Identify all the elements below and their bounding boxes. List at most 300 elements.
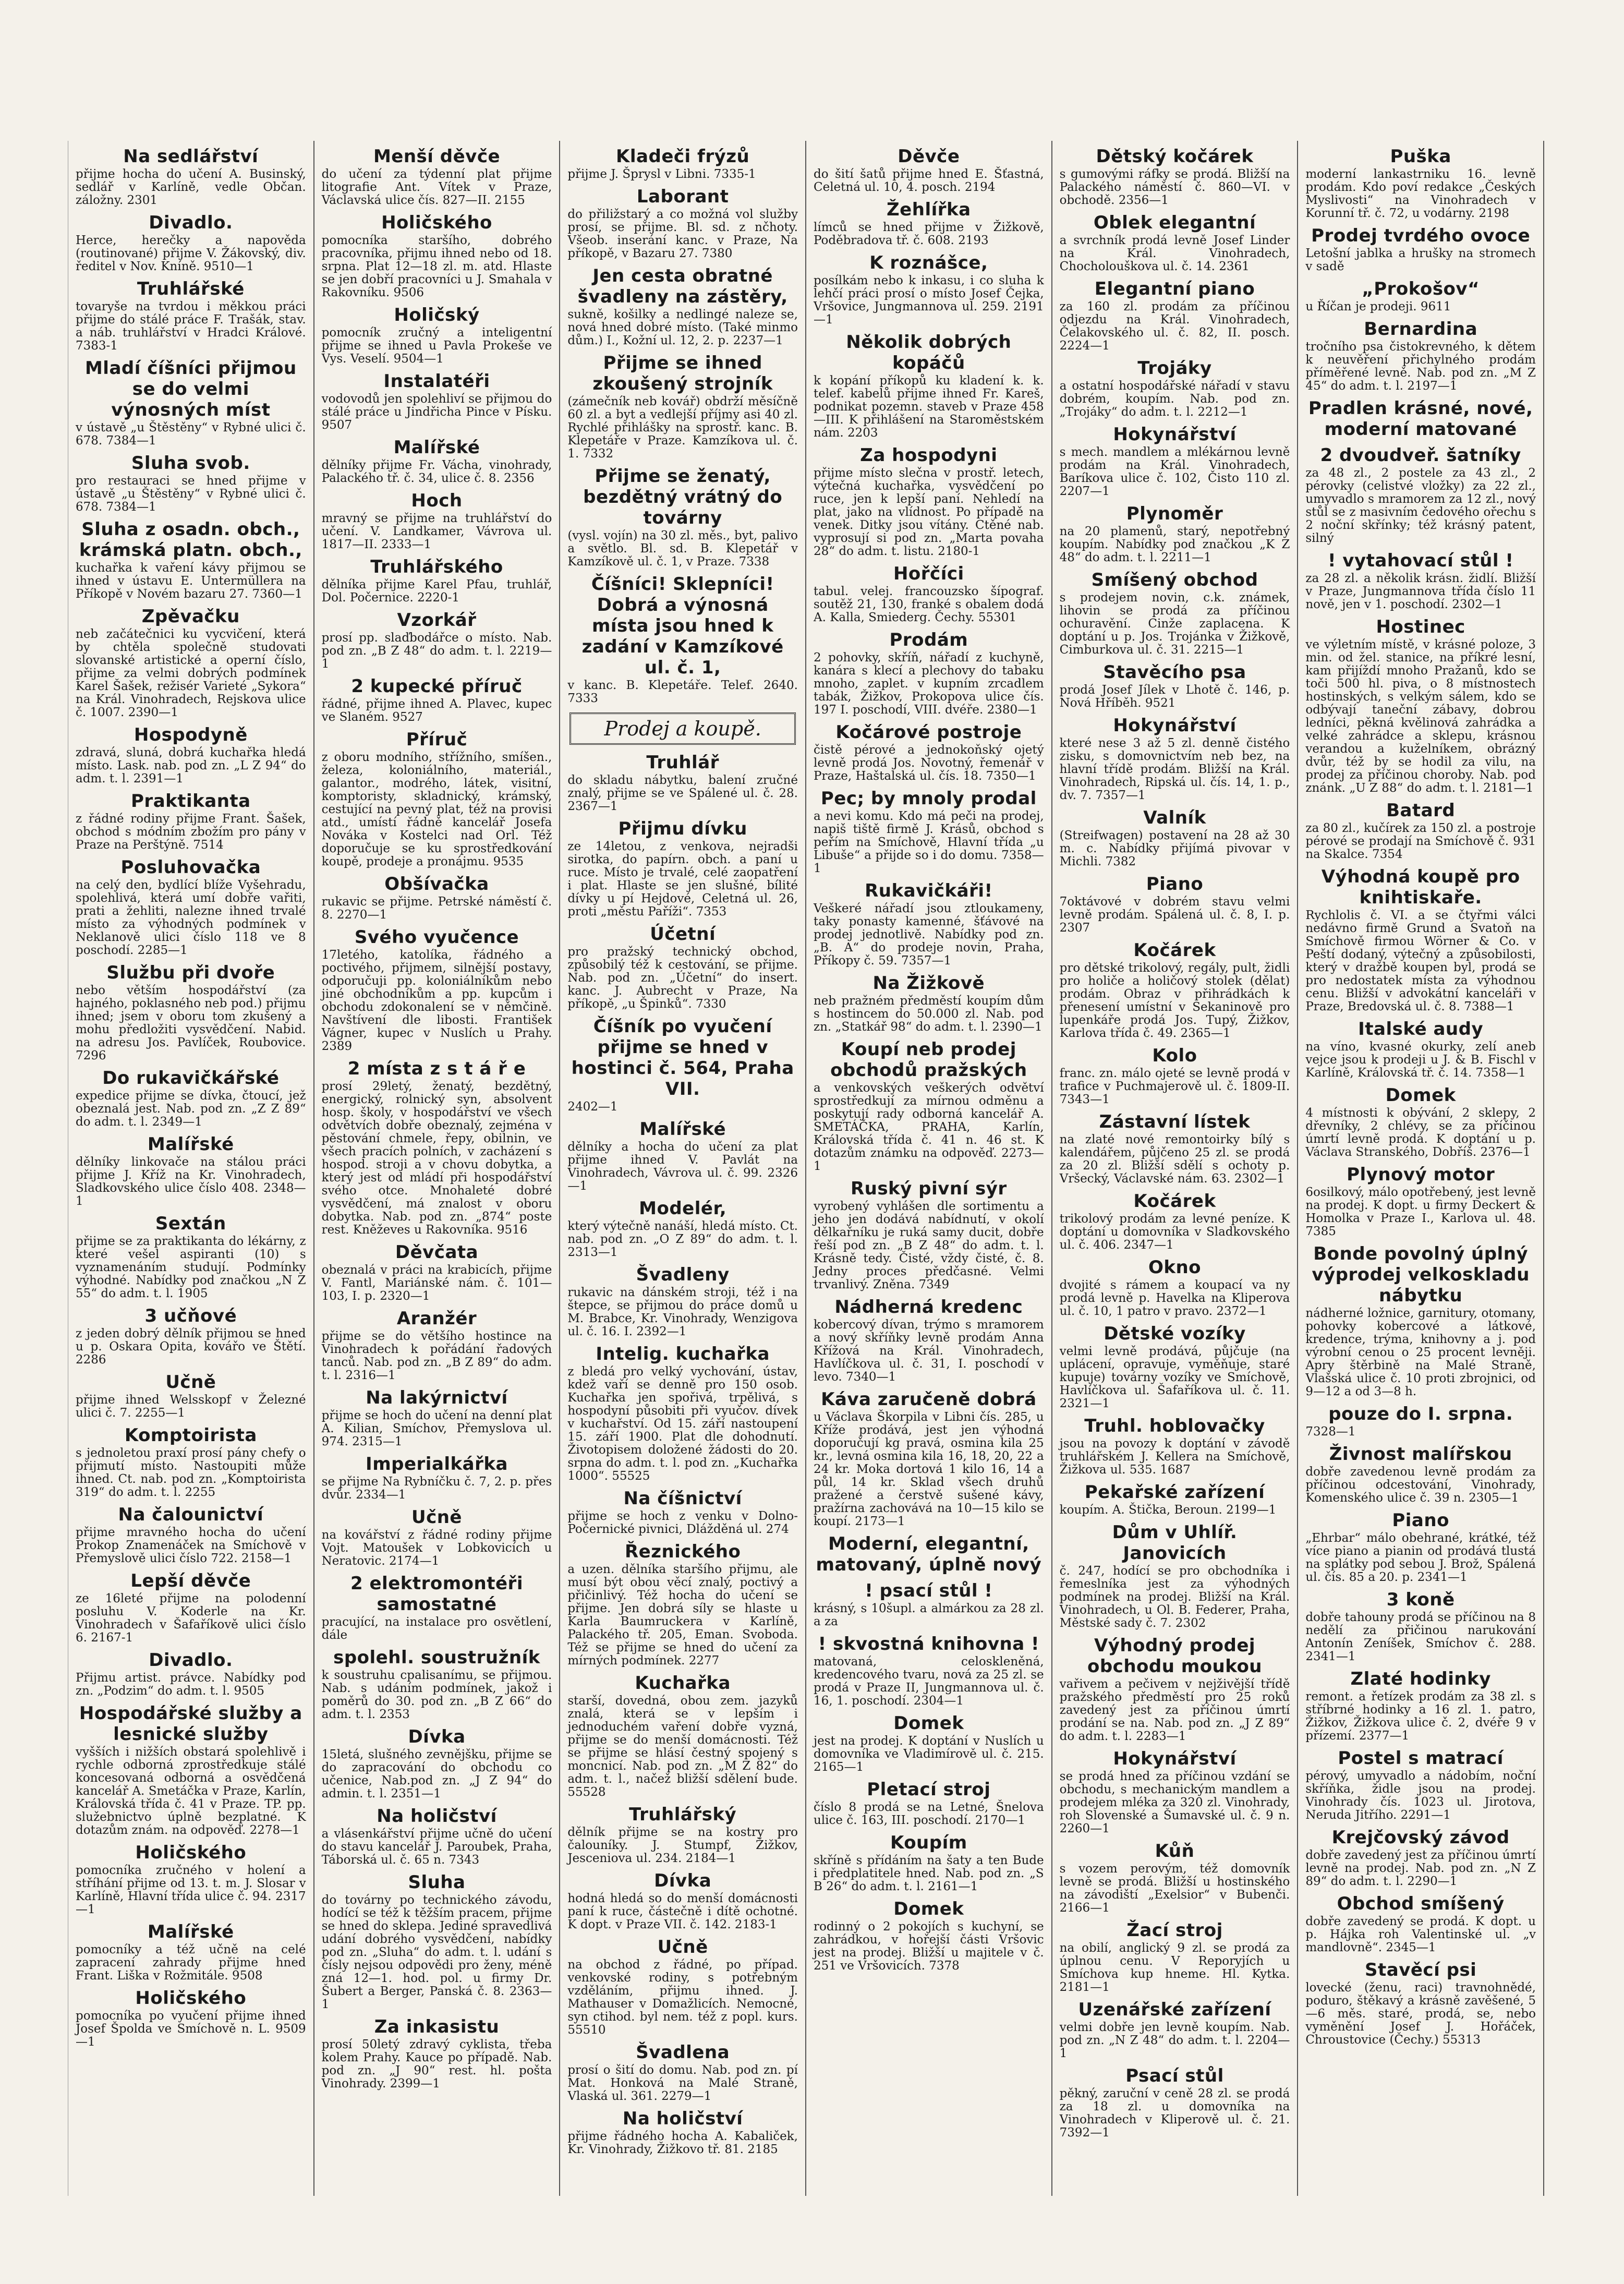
ad-body: lovecké (ženu, raci) travnohnědé, poduro, štěkavý a krásně zavěšené, 5—6 měs. staré, prodá, se, nebo vyměnění Josef J. Hořáček, Chroustovice (Čechy.) 55313 bbox=[1305, 1981, 1536, 2047]
ad-body: přijme se za praktikanta do lékárny, z které vešel aspiranti (10) s vyznamenáním studují. Podmínky výhodné. Nabídky pod značkou „N Z 55“ do adm. t. l. 1905 bbox=[76, 1235, 306, 1300]
classified-ad bbox=[814, 1297, 1044, 1384]
ad-heading: Zpěvačku bbox=[141, 606, 240, 627]
ad-body: dělníka přijme Karel Pfau, truhlář, Dol. Počernice. 2220-1 bbox=[321, 578, 552, 605]
ad-heading: Modelér, bbox=[639, 1198, 727, 1219]
ad-heading: Menší děvče bbox=[373, 146, 501, 167]
ad-heading: Holičského bbox=[135, 1988, 247, 2009]
ad-body: pro restauraci se hned přijme v ústavě „u Štěstěny“ v Rybné ulici č. 678. 7384—1 bbox=[76, 474, 306, 514]
ad-body: tabul. velej. francouzsko šípograf. soutěž 21, 130, franké s obalem dodá A. Kalla, Smiederg. Čechy. 55301 bbox=[813, 585, 1044, 624]
classified-ad bbox=[567, 1673, 798, 1799]
ad-heading: Trojáky bbox=[1137, 358, 1212, 379]
classified-ad bbox=[76, 1570, 306, 1645]
ad-heading: Kočárek bbox=[1133, 1191, 1216, 1212]
classified-ad bbox=[1060, 1111, 1290, 1186]
classified-ad bbox=[1060, 1416, 1290, 1477]
ad-body: se přijme Na Rybníčku č. 7, 2. p. přes dvůr. 2334—1 bbox=[321, 1475, 552, 1502]
classified-ad bbox=[322, 676, 552, 724]
ad-body: vařivem a pečivem v nejživější třídě pražského předměstí pro 25 roků zavedený jest za příčinou úmrtí prodání se na. Nab. pod zn. „J Z 89“ do adm. t. l. 2283—1 bbox=[1059, 1677, 1290, 1743]
ad-body: které nese 3 až 5 zl. denně čistého zisku, s domovnictvím neb bez, na hlavní třídě prodám. Bližší na Král. Vinohradech, Ripská ul. čís. 14, 1. p., dv. 7. 7357—1 bbox=[1059, 736, 1290, 802]
ad-heading: Divadlo. bbox=[149, 212, 233, 233]
classified-ad bbox=[814, 1832, 1044, 1893]
classified-ad bbox=[322, 1872, 552, 2011]
classified-ad bbox=[814, 146, 1044, 194]
ad-heading: Hospodářské služby a lesnické služby bbox=[79, 1703, 302, 1745]
ad-body: 7oktávové v dobrém stavu velmi levně prodám. Spálená ul. č. 8, I. p. 2307 bbox=[1059, 895, 1290, 935]
ad-heading: spolehl. soustružník bbox=[333, 1647, 540, 1668]
classified-ad bbox=[322, 490, 552, 551]
ad-heading: Prodej tvrdého ovoce bbox=[1311, 225, 1531, 246]
classified-ad bbox=[1305, 1085, 1536, 1159]
classified-ad bbox=[322, 1454, 552, 1502]
classified-ad bbox=[322, 1507, 552, 1568]
ad-heading: Divadlo. bbox=[149, 1650, 233, 1671]
classified-ad bbox=[567, 2108, 798, 2156]
ad-heading: Výhodný prodej obchodu moukou bbox=[1087, 1635, 1263, 1677]
ad-body: vodovodů jen spolehliví se přijmou do stálé práce u Jindřicha Pince v Písku. 9507 bbox=[321, 392, 552, 432]
ad-heading: Prodám bbox=[889, 630, 968, 650]
ad-heading: Kladeči frýzů bbox=[616, 146, 750, 167]
ad-body: pracující, na instalace pro osvětlení, dále bbox=[321, 1615, 552, 1642]
ad-heading: Živnost malířskou bbox=[1329, 1444, 1512, 1465]
ad-heading: Dům v Uhlíř. Janovicích bbox=[1112, 1522, 1238, 1564]
ad-heading: Rukavičkáři! bbox=[865, 880, 993, 901]
ad-body: prosí 29letý, ženatý, bezdětný, energický, rolnický syn, absolvent hosp. školy, v hospodářství ve všech odvětvích dobře obeznalý, zejména v pěstování chmele, řepy, obilnin, ve všech pracích polních, v zacházení s hospod. stroji a v chovu dobytka, a který jest od mládí při hospodářství svého otce. Mnohaleté dobré vysvědčení, má znalost v oboru dobytka. Nab. pod zn. „874“ poste rest. Kněževes u Rakovníka. 9516 bbox=[321, 1080, 552, 1237]
ad-body: tovaryše na tvrdou i měkkou práci přijme do stálé práce F. Trašák, stav. a náb. truhlářství v Hradci Králové. 7383-1 bbox=[76, 300, 306, 353]
ad-heading: Výhodná koupě pro knihtiskaře. bbox=[1321, 866, 1520, 908]
classified-ad bbox=[1060, 1045, 1290, 1106]
classified-ad bbox=[814, 1713, 1044, 1774]
ad-body: přijme ihned Welsskopf v Železné ulici č. 7. 2255—1 bbox=[76, 1393, 306, 1420]
ad-body: matovaná, celoskleněná, kredencového tvaru, nová za 25 zl. se prodá v Praze II, Jungmannova ul. č. 16, 1. poschodí. 2304—1 bbox=[813, 1655, 1044, 1708]
ad-heading: Za hospodyni bbox=[860, 445, 998, 466]
ad-body: Herce, herečky a napověda (routinované) přijme V. Žákovský, div. ředitel v Nov. Kníně. 9510—1 bbox=[76, 234, 306, 273]
ad-heading: Sluha svob. bbox=[131, 453, 250, 474]
ad-heading: Psací stůl bbox=[1125, 2065, 1224, 2086]
classified-ad bbox=[1060, 503, 1290, 564]
ad-body: do přiližstarý a co možná vol služby prosí, se přijme. Bl. sd. z nčhoty. Všeob. inserání kanc. v Praze, Na příkopě, v Bazaru 27. 7380 bbox=[567, 208, 798, 260]
ad-heading: Plynový motor bbox=[1347, 1164, 1495, 1185]
ad-heading: Praktikanta bbox=[131, 791, 251, 812]
ad-body: ve výletním místě, v krásné poloze, 3 min. od žel. stanice, na příkré lesní, kam přijíždí mnoho Pražanů, kdo se toči 500 hl. piva, o 8 místnostech hostinských, s velkým sálem, kdo se odbývají taneční zábavy, dobrou ledníci, pěkná kvělinová zahrádka a velké zahrádce a sklepu, krásnou verandou a kuželníkem, obrázný dvůr, též by se hodil za vilu, na prodej za příčinou choroby. Nab. pod znánk. „U Z 88“ do adm. t. l. 2181—1 bbox=[1305, 638, 1536, 795]
classified-ad bbox=[567, 1937, 798, 2037]
classified-ad bbox=[76, 857, 306, 957]
classified-ad bbox=[322, 1573, 552, 1642]
ad-body: „Ehrbar“ málo obehrané, krátké, též více piano a pianin od prodává tlustá na splátky pod sebou J. Brož, Spálená ul. čís. 85 a 20. p. 2341—1 bbox=[1305, 1531, 1536, 1584]
ad-heading: pouze do I. srpna. bbox=[1328, 1404, 1513, 1424]
ad-heading: Bernardina bbox=[1364, 319, 1478, 340]
ad-body: jest na prodej. K doptání v Nuslích u domovníka ve Vladimírově ul. č. 215. 2165—1 bbox=[813, 1734, 1044, 1774]
ad-heading: Stavěcí psi bbox=[1365, 1960, 1477, 1980]
ad-heading: Postel s matrací bbox=[1338, 1748, 1504, 1769]
ad-body: a uzen. dělníka staršího přijmu, ale musí být obou věcí znalý, poctivý a přičinlivý. Též hocha do učení se přijme. Jen dobrá síly se hlaste u Karla Baumruckera v Karlíně, Palackého tř. 205, Eman. Svoboda. Též se přijme se hned do učení za mírných podmínek. 2277 bbox=[567, 1563, 798, 1667]
ad-body: 2 pohovky, skříň, nářadí z kuchyně, kanára s klecí a plechovy do tabaku mnoho, zaplet. v kupním zrcadlem tabák, Žižkov, Prokopova ulice čís. 197 I. poschodí, VIII. dvéře. 2380—1 bbox=[813, 651, 1044, 717]
classified-ad bbox=[814, 973, 1044, 1034]
ad-body: dvojité s rámem a koupací va ny prodá levně p. Havelka na Kliperova ul. č. 10, 1 patro v pravo. 2372—1 bbox=[1059, 1278, 1290, 1318]
ad-heading: Děvče bbox=[898, 146, 960, 167]
column-4 bbox=[806, 141, 1052, 2196]
classified-ad bbox=[322, 610, 552, 671]
ad-heading: Holičský bbox=[394, 305, 480, 325]
classified-ad bbox=[567, 1344, 798, 1483]
ad-heading: Malířské bbox=[639, 1119, 726, 1140]
ad-body: prodá Josef Jílek v Lhotě č. 146, p. Nová Hříběh. 9521 bbox=[1059, 683, 1290, 710]
classified-ad bbox=[1305, 279, 1536, 313]
ad-heading: Vzorkář bbox=[397, 610, 477, 631]
classified-ad bbox=[1060, 1635, 1290, 1743]
ad-body: rodinný o 2 pokojích s kuchyní, se zahrádkou, v hořejší části Vršovic jest na prodej. Bližší u majitele v č. 251 ve Vršovicích. 7378 bbox=[813, 1920, 1044, 1973]
classified-ad bbox=[322, 557, 552, 605]
ad-heading: Pletací stroj bbox=[867, 1779, 991, 1800]
ad-heading: Káva zaručeně dobrá bbox=[821, 1389, 1037, 1410]
classified-ad bbox=[567, 1488, 798, 1536]
classified-ad bbox=[1305, 319, 1536, 393]
ad-body: u Říčan je prodeji. 9611 bbox=[1305, 300, 1451, 313]
ad-body: Rychlolis č. VI. a se čtyřmi válci nedávno firmě Grund a Svatoň na Smíchově firmou Wörner & Co. v Peští dodaný, výtečný a způsobilosti, který v dražbě koupen byl, prodá se pro nedostatek místa za výhodnou cenu. Bližší v advokátní kanceláři v Praze, Bredovská ul. č. 8. 7388—1 bbox=[1305, 909, 1536, 1013]
ad-body: pomocníka po vyučení přijme ihned Josef Špolda ve Smíchově n. L. 9509—1 bbox=[76, 2009, 306, 2049]
ad-body: kobercový dívan, trýmo s mramorem a nový skříňky levně prodám Anna Křížová na Král. Vinohradech, Havlíčkova ul. č. 31, I. poschodí v levo. 7340—1 bbox=[813, 1318, 1044, 1384]
ad-body: z oboru modního, střížního, smíšen., železa, koloniálního, materiál., galantor., modrého, látek, visitní, komptoristy, skladnický, krámský, cestující na pevný plat, též na provisi atd., umístí řádně kancelář Josefa Nováka v Kostelci nad Orl. Též doporučuje se ku sprostředkování koupě, prodeje a pronájmu. 9535 bbox=[321, 751, 552, 868]
ad-body: pomocníka zručného v holení a stříhání přijme od 13. t. m. J. Slosar v Karlíně, Hlavní třída ulice č. 94. 2317—1 bbox=[76, 1864, 306, 1916]
classified-ad bbox=[322, 2016, 552, 2090]
ad-heading: Na číšnictví bbox=[623, 1488, 742, 1509]
classified-ad bbox=[1060, 424, 1290, 498]
ad-heading: Plynoměr bbox=[1126, 503, 1223, 524]
ad-body: ze 14letou, z venkova, nejradši sirotka, do papírn. obch. a paní u ruce. Místo je trvalé, celé zaopatření i plat. Hlaste se jen slušné, bílité dívky u pí Hejdové, Celetná ul. 26, proti „městu Paříži“. 7353 bbox=[567, 840, 798, 919]
classified-ad bbox=[1305, 1164, 1536, 1238]
ad-body: Přijmu artist. právce. Nabídky pod zn. „Podzim“ do adm. t. l. 9505 bbox=[76, 1671, 306, 1698]
ad-heading: Smíšený obchod bbox=[1091, 570, 1258, 590]
ad-heading: Hořčíci bbox=[893, 563, 964, 584]
classified-ad bbox=[567, 1198, 798, 1259]
classified-ad bbox=[1060, 1748, 1290, 1835]
ad-heading: Dětské vozíky bbox=[1104, 1323, 1246, 1344]
ad-body: neb začátečnici ku vycvičení, která by chtěla společně studovati slovanské artistické a operní číslo, přijme za velmi dobrých podmínek Karel Šašek, režisér Varieté „Sykora“ na Král. Vinohradech, Rejskova ulice č. 1007. 2390—1 bbox=[76, 627, 306, 719]
ad-heading: Zástavní lístek bbox=[1099, 1111, 1251, 1132]
ad-body: prosí o šití do domu. Nab. pod zn. pí Mat. Honková na Malé Straně, Vlaská ul. 361. 2279—1 bbox=[567, 2063, 798, 2103]
classified-ad bbox=[322, 305, 552, 366]
ad-heading: Číšník po vyučení přijme se hned v hostinci č. 564, Praha VII. bbox=[571, 1016, 794, 1099]
section-header-box: Prodej a koupě. bbox=[569, 712, 796, 745]
ad-body: pomocníky a též učně na celé zapracení zahrady přijme hned Frant. Liška v Rožmitále. 9508 bbox=[76, 1943, 306, 1983]
ad-heading: Holičského bbox=[381, 212, 492, 233]
classified-ad bbox=[567, 574, 798, 705]
classified-ad bbox=[1305, 1893, 1536, 1954]
classified-ad bbox=[814, 1039, 1044, 1173]
ad-heading: Okno bbox=[1148, 1257, 1202, 1278]
classified-ad bbox=[76, 1988, 306, 2049]
ad-heading: Dívka bbox=[654, 1870, 712, 1891]
ad-heading: Kočárové postroje bbox=[835, 722, 1022, 743]
ad-body: 17letého, katolíka, řádného a poctivého, přijmem, silnější postavy, odporučuji pp. koloniálníkům nebo jiné obchodníkům a pp. kupcům i obchodu zdokonalení se v němčině. Navštívení dle libosti. František Vágner, kupec v Nuslích u Prahy. 2389 bbox=[321, 948, 552, 1053]
ad-heading: Puška bbox=[1390, 146, 1451, 167]
classified-ad bbox=[814, 1178, 1044, 1291]
column-1 bbox=[68, 141, 314, 2196]
ad-body: s vozem perovým, též domovník levně se prodá. Bližší u hostinského na závodiští „Exelsior“ v Bubenči. 2166—1 bbox=[1059, 1862, 1290, 1915]
ad-heading: Učně bbox=[165, 1372, 216, 1393]
ad-heading: Domek bbox=[893, 1899, 964, 1919]
ad-heading: 3 koně bbox=[1386, 1589, 1455, 1610]
ad-heading: Posluhovačka bbox=[120, 857, 261, 878]
classified-ad bbox=[814, 722, 1044, 783]
classified-ad bbox=[1305, 1404, 1536, 1439]
ad-body: a venkovských veškerých odvětví sprostředkují za mírnou odměnu a poskytují rady odborná kancelář A. SMETÁČKA, PRAHA, Karlín, Královská třída č. 41 n. 46 st. K dotazům známku na odpověď. 2273—1 bbox=[813, 1081, 1044, 1173]
ad-body: s mech. mandlem a mlékárnou levně prodám na Král. Vinohradech, Baríkova ulice č. 102, Čisto 110 zl. 2207—1 bbox=[1059, 445, 1290, 498]
ad-heading: Zlaté hodinky bbox=[1350, 1669, 1491, 1689]
ad-body: s gumovými ráfky se prodá. Bližší na Palackého náměstí č. 860—VI. v obchodě. 2356—1 bbox=[1059, 167, 1290, 207]
classified-ad bbox=[567, 1119, 798, 1193]
ad-body: krásný, s 10šupl. a almárkou za 28 zl. a za bbox=[813, 1602, 1044, 1628]
classified-ad bbox=[76, 1372, 306, 1420]
classified-ad bbox=[1060, 358, 1290, 419]
classified-ad bbox=[814, 1899, 1044, 1973]
classified-ad bbox=[1060, 1257, 1290, 1318]
classified-ad bbox=[567, 353, 798, 461]
ad-heading: Uzenářské zařízení bbox=[1078, 1999, 1271, 2020]
classified-ad bbox=[567, 1541, 798, 1667]
ad-heading: Pec; by mnoly prodal bbox=[820, 788, 1037, 809]
classified-ad bbox=[814, 880, 1044, 968]
ad-heading: 2 místa z s t á ř e bbox=[347, 1058, 526, 1079]
ad-body: prosí pp. slaďbodářce o místo. Nab. pod zn. „B Z 48“ do adm. t. l. 2219—1 bbox=[321, 631, 552, 671]
ad-heading: Koupí neb prodej obchodů pražských bbox=[830, 1039, 1027, 1081]
ad-body: který výtečně nanáší, hledá místo. Ct. nab. pod zn. „O Z 89“ do adm. t. l. 2313—1 bbox=[567, 1219, 798, 1259]
classified-ad bbox=[322, 1806, 552, 1867]
ad-body: velmi levně prodává, půjčuje (na uplácení, opravuje, vyměňuje, staré kupuje) továrny vozíky ve Smíchově, Havlíčkova ul. Šafaříkova ul. č. 11. 2321—1 bbox=[1059, 1345, 1290, 1410]
ad-body: za 28 zl. a několik krásn. židlí. Bližší v Praze, Jungmannova třída číslo 11 nově, jen v 1. poschodí. 2302—1 bbox=[1305, 572, 1536, 611]
classified-ad bbox=[1060, 715, 1290, 802]
ad-body: skříně s přídáním na šaty a ten Bude i předplatitele hned. Nab. pod zn. „S B 26“ do adm. t. l. 2161—1 bbox=[813, 1854, 1044, 1893]
classified-ad bbox=[1060, 662, 1290, 710]
ad-body: pomocníka staršího, dobrého pracovníka, přijmu ihned nebo od 18. srpna. Plat 12—18 zl. m. atd. Hlaste se jen dobří pracovníci u J. Smahala v Rakovníku. 9506 bbox=[321, 234, 552, 299]
classified-ad bbox=[567, 1870, 798, 1931]
classified-ad bbox=[322, 1726, 552, 1800]
classified-ad bbox=[1305, 866, 1536, 1013]
ad-heading: Za inkasistu bbox=[374, 2016, 500, 2037]
ad-body: (Streifwagen) postavení na 28 až 30 m. c. Nabídky přijímá pivovar v Michli. 7382 bbox=[1059, 829, 1290, 868]
classified-ad bbox=[76, 1306, 306, 1367]
classified-ad bbox=[322, 729, 552, 868]
classified-ad bbox=[322, 874, 552, 922]
ad-body: do továrny po technického závodu, hodící se též k těžším pracem, přijme se hned do sklepa. Jediné spravedlivá udání dobrého vysvědčení, nabídky pod zn. „Sluha“ do adm. t. l. udání s čísly nejsou odpovědi pro ženy, méně zná 12—1. hod. pol. u firmy Dr. Šubert a Berger, Panská č. 8. 2363—1 bbox=[321, 1893, 552, 2011]
ad-heading: Děvčata bbox=[395, 1242, 479, 1263]
ad-heading: Žehlířka bbox=[887, 199, 971, 220]
ad-body: ze 16leté přijme na polodenní posluhu V. Koderle na Kr. Vinohradech v Šafaříkově ulici číslo 6. 2167-1 bbox=[76, 1592, 306, 1645]
classified-page bbox=[68, 141, 1544, 2196]
classified-ad bbox=[814, 1634, 1044, 1708]
classified-ad bbox=[814, 1389, 1044, 1528]
classified-ad bbox=[76, 1068, 306, 1129]
classified-ad bbox=[1305, 1669, 1536, 1743]
ad-heading: Sluha bbox=[408, 1872, 466, 1893]
classified-ad bbox=[567, 1016, 798, 1114]
ad-body: trikolový prodám za levné peníze. K doptání u domovníka v Sladkovského ul. č. 406. 2347—1 bbox=[1059, 1212, 1290, 1252]
ad-body: dobře zavedený jest za příčinou úmrtí levně na prodej. Nab. pod zn. „N Z 89“ do adm. t. l. 2290—1 bbox=[1305, 1848, 1536, 1888]
classified-ad bbox=[814, 1580, 1044, 1628]
ad-body: moderní lankastrniku 16. levně prodám. Kdo poví redakce „Českých Myslivosti“ na Vinohradech v Korunní tř. č. 72, u vodárny. 2198 bbox=[1305, 167, 1536, 220]
classified-ad bbox=[76, 146, 306, 207]
ad-heading: „Prokošov“ bbox=[1362, 279, 1480, 299]
column-2 bbox=[314, 141, 561, 2196]
ad-body: 15letá, slušného zevnějšku, přijme se do zapracování do obchodu co učenice, Nab.pod zn. „J Z 94“ do admin. t. l. 2351—1 bbox=[321, 1748, 552, 1800]
ad-body: límců se hned přijme v Žižkově, Poděbradova tř. č. 608. 2193 bbox=[813, 221, 1044, 247]
ad-body: vyšších i nižších obstará spolehlivě i rychle odborná zprostředkuje stálé koncesovaná odborná a osvědčená kancelář A. Smetáčka v Praze, Karlín, Královská třída č. 41 v Praze. TP. pp. služebnictvo úplně bezplatné. K dotazům znám. na odpověď. 2278—1 bbox=[76, 1745, 306, 1837]
ad-body: přijme mravného hocha do učení Prokop Znamenáček na Smíchově v Přemyslově ulici číslo 722. 2158—1 bbox=[76, 1526, 306, 1565]
ad-heading: Několik dobrých kopáčů bbox=[846, 332, 1012, 373]
ad-body: za 48 zl., 2 postele za 43 zl., 2 pérovky (celistvé vložky) za 22 zl., umyvadlo s mramorem za 12 zl., nový stůl se z masivním čedového ořechu s 2 noční skřínky; též krásný patent, silný bbox=[1305, 466, 1536, 545]
ad-heading: Na holičství bbox=[622, 2108, 743, 2129]
ad-body: Veškeré nářadí jsou ztloukameny, taky ponasty kamenné, šťávové na prodej jednotlivě. Nabídky pod zn. „B. A“ do prodeje novin, Praha, Příkopy č. 59. 7357—1 bbox=[813, 902, 1044, 968]
classified-ad bbox=[1060, 1841, 1290, 1915]
classified-ad bbox=[76, 791, 306, 852]
ad-body: prosí 50letý zdravý cyklista, třeba kolem Prahy. Kauce po případě. Nab. pod zn. „J 90“ rest. hl. pošta Vinohrady. 2399—1 bbox=[321, 2038, 552, 2090]
ad-heading: Kuchařka bbox=[635, 1673, 731, 1694]
ad-heading: Elegantní piano bbox=[1094, 279, 1255, 299]
ad-body: velmi dobře jen levně koupím. Nab. pod zn. „N Z 48“ do adm. t. l. 2204—1 bbox=[1059, 2021, 1290, 2060]
ad-body: 7328—1 bbox=[1305, 1425, 1356, 1439]
ad-body: k kopání příkopů ku kladení k. k. telef. kabelů přijme ihned Fr. Kareš, podnikat pozemn. staveb v Praze 458—III. K přihlášení na Staroměstském nám. 2203 bbox=[813, 374, 1044, 440]
ad-heading: Švadlena bbox=[636, 2042, 730, 2063]
ad-heading: Laborant bbox=[636, 186, 729, 207]
ad-heading: Přijmu dívku bbox=[618, 818, 747, 839]
ad-body: Letošní jablka a hrušky na stromech v sadě bbox=[1305, 247, 1536, 273]
classified-ad bbox=[1305, 1510, 1536, 1584]
ad-heading: Hokynářství bbox=[1113, 715, 1237, 736]
ad-heading: Dívka bbox=[408, 1726, 466, 1747]
ad-body: pomocník zručný a inteligentní přijme se ihned u Pavla Prokeše ve Vys. Veselí. 9504—1 bbox=[321, 326, 552, 366]
ad-heading: Jen cesta obratné švadleny na zástěry, bbox=[577, 265, 788, 307]
classified-ad bbox=[1305, 1960, 1536, 2047]
ad-body: za 160 zl. prodám za příčinou odjezdu na Král. Vinohradech, Čelakovského ul. č. 82, II. posch. 2224—1 bbox=[1059, 300, 1290, 353]
ad-body: k soustruhu cpalisanímu, se přijmou. Nab. s udáním podmínek, jakož i poměrů do 30. pod zn. „B Z 66“ do adm. t. l. 2353 bbox=[321, 1669, 552, 1721]
classified-ad bbox=[1305, 800, 1536, 861]
ad-body: remont. a řetízek prodám za 38 zl. s stříbrné hodinky a 16 zl. 1. patro, Žižkov, Žižkova ulice č. 2, dvéře 9 v přízemí. 2377—1 bbox=[1305, 1690, 1536, 1743]
ad-heading: Příruč bbox=[406, 729, 468, 750]
classified-ad bbox=[322, 437, 552, 485]
ad-heading: Na Žižkově bbox=[872, 973, 985, 994]
ad-heading: ! skvostná knihovna ! bbox=[818, 1634, 1040, 1654]
ad-heading: Učně bbox=[411, 1507, 462, 1528]
ad-heading: Přijme se ženatý, bezdětný vrátný do továrny bbox=[583, 466, 783, 528]
ad-body: s prodejem novin, c.k. známek, lihovin se prodá za příčinou ochuravění. Cinže zaplacena. K doptání u p. Jos. Trojánka v Žižkově, Cimburkova ul. č. 31. 2215—1 bbox=[1059, 591, 1290, 657]
classified-ad bbox=[322, 1647, 552, 1721]
ad-heading: Intelig. kuchařka bbox=[596, 1344, 770, 1364]
classified-ad bbox=[76, 1425, 306, 1499]
ad-heading: 2 kupecké příruč bbox=[351, 676, 523, 697]
ad-body: na obchod z řádné, po případ. venkovské rodiny, s potřebným vzděláním, přijmu ihned. J. Mathauser v Domažlicích. Nemocné, syn ctihod. byl nem. též z popl. kurs. 55510 bbox=[567, 1958, 798, 2037]
ad-body: na víno, kvasné okurky, zelí aneb vejce jsou k prodeji u J. & B. Fischl v Karlíně, Královská tř. č. 14. 7358—1 bbox=[1305, 1040, 1536, 1080]
ad-body: na celý den, bydlící blíže Vyšehradu, spolehlivá, která umí dobře vařiti, prati a žehliti, nalezne ihned trvalé místo za výhodných podmínek v Neklanově ulici číslo 118 ve 8 poschodí. 2285—1 bbox=[76, 878, 306, 957]
classified-ad bbox=[814, 1533, 1044, 1575]
classified-ad bbox=[814, 630, 1044, 717]
classified-ad bbox=[567, 1264, 798, 1338]
ad-body: přijme J. Šprysl v Libni. 7335-1 bbox=[567, 167, 756, 181]
ad-body: za 80 zl., kučírek za 150 zl. a postroje pérové se prodají na Smíchově č. 931 na Skalce. 7354 bbox=[1305, 821, 1536, 861]
ad-heading: Aranžér bbox=[396, 1308, 477, 1329]
ad-body: a vlásenkářství přijme učně do učení do stavu kancelář J. Paroubek, Praha, Táborská ul. č. 65 n. 7343 bbox=[321, 1827, 552, 1867]
ad-body: pěkný, zaruční v ceně 28 zl. se prodá za 18 zl. u domovníka na Vinohradech v Kliperově ul. č. 21. 7392—1 bbox=[1059, 2087, 1290, 2140]
ad-heading: Domek bbox=[1385, 1085, 1456, 1106]
ad-body: sukně, košilky a nedlingé naleze se, nová hned dobré místo. (Také minmo dům.) I., Kožní ul. 12, 2. p. 2237—1 bbox=[567, 308, 798, 347]
classified-ad bbox=[1305, 1748, 1536, 1822]
classified-ad bbox=[76, 1703, 306, 1837]
ad-heading: Svého vyučence bbox=[354, 927, 519, 948]
ad-heading: Do rukavičkářské bbox=[102, 1068, 280, 1089]
classified-ad bbox=[1060, 1482, 1290, 1517]
ad-body: přijme se hoch z venku v Dolno-Počernické pivnici, Dlážděná ul. 274 bbox=[567, 1509, 798, 1536]
classified-ad bbox=[567, 752, 798, 813]
classified-ad bbox=[76, 1922, 306, 1983]
classified-ad bbox=[76, 453, 306, 514]
ad-heading: Truhlářský bbox=[629, 1804, 737, 1825]
ad-body: s jednoletou praxí prosí pány chefy o přijmutí místo. Nastoupiti může ihned. Ct. nab. pod zn. „Komptoirista 319“ do adm. t. l. 2255 bbox=[76, 1446, 306, 1499]
ad-body: tročního psa čistokrevného, k dětem k neuvěření přichylného prodám příměřené levně. Nab. pod zn. „M Z 45“ do adm. t. l. 2197—1 bbox=[1305, 340, 1536, 393]
classified-ad bbox=[322, 927, 552, 1053]
ad-body: a nevi komu. Kdo má peči na prodej, napiš tiště firmě J. Krásů, obchod s peřím na Smíchově, Hlavní třída „u Libuše“ a přijde so i do domu. 7358—1 bbox=[813, 809, 1044, 875]
ad-heading: Hokynářství bbox=[1113, 1748, 1237, 1769]
classified-ad bbox=[1305, 398, 1536, 440]
ad-body: dělníky přijme Fr. Vácha, vinohrady, Palackého tř. č. 34, ulice č. 8. 2356 bbox=[321, 458, 552, 485]
ad-heading: Pekařské zařízení bbox=[1084, 1482, 1265, 1503]
ad-body: z bledá pro velký vychování, ústav, kdež vaří se denně pro 150 osob. Kuchařka jen spořivá, trpělivá, s hospodyní působiti při vyučov. dívek v kuchařství. Od 15. září nastoupení 15. září 1900. Plat dle dohodnutí. Životopisem doložené žádosti do 20. srpna do adm. t. l. pod zn. „Kuchařka 1000“. 55525 bbox=[567, 1365, 798, 1483]
ad-body: a svrchník prodá levně Josef Linder na Král. Vinohradech, Chocholouškova ul. č. 14. 2361 bbox=[1059, 234, 1290, 273]
column-6 bbox=[1298, 141, 1544, 2196]
classified-ad bbox=[567, 1804, 798, 1865]
ad-body: dělníky linkovače na stálou práci přijme J. Kříž na Kr. Vinohradech, Sladkovského ulice číslo 408. 2348—1 bbox=[76, 1155, 306, 1208]
ad-body: dělník přijme se na kostry pro čalouníky. J. Stumpf, Žižkov, Jesceniova ul. 234. 2184—1 bbox=[567, 1826, 798, 1865]
ad-heading: Bonde povolný úplný výprodej velkoskladu nábytku bbox=[1312, 1243, 1530, 1306]
classified-ad bbox=[76, 962, 306, 1062]
ad-body: na zlaté nové remontoirky bílý s kalendářem, půjčeno 25 zl. se prodá za 20 zl. Bližší sdělí s ochoty p. Vršecký, Václavské nám. 63. 2302—1 bbox=[1059, 1133, 1290, 1186]
classified-ad bbox=[76, 519, 306, 601]
ad-body: (vysl. vojín) na 30 zl. měs., byt, palivo a světlo. Bl. sd. B. Klepetář v Kamzíkově ul. č. 1, v Praze. 7338 bbox=[567, 529, 798, 569]
ad-heading: Sluha z osadn. obch., krámská platn. obch., bbox=[79, 519, 302, 561]
classified-ad bbox=[1060, 874, 1290, 935]
classified-ad bbox=[1060, 279, 1290, 353]
ad-body: na kovářství z řádné rodiny přijme Vojt. Matoušek v Lobkovicích u Neratovic. 2174—1 bbox=[321, 1528, 552, 1568]
ad-heading: Obšívačka bbox=[384, 874, 489, 895]
ad-body: na 20 plamenů, starý, nepotřebný koupím. Nabídky pod značkou „K Z 48“ do adm. t. l. 2211—1 bbox=[1059, 525, 1290, 564]
ad-heading: 3 učňové bbox=[144, 1306, 237, 1326]
classified-ad bbox=[76, 358, 306, 448]
ad-body: pro pražský technický obchod, způsobilý též k cestování, se přijme. Nab. pod zn. „Účetní“ do insert. kanc. J. Aubrecht v Praze, Na příkopě, „u Špinků“. 7330 bbox=[567, 945, 798, 1011]
ad-body: nebo větším hospodářství (za hajného, poklasného neb pod.) přijmu ihned; jsem v oboru tom zkušený a mohu předložiti vysvědčení. Nabid. na adresu Jos. Pavlíček, Roubovice. 7296 bbox=[76, 984, 306, 1062]
ad-heading: Krejčovský závod bbox=[1331, 1827, 1510, 1848]
ad-body: mravný se přijme na truhlářství do učení. V. Landkamer, Vávrova ul. 1817—II. 2333—1 bbox=[321, 512, 552, 551]
ad-heading: Kočárek bbox=[1133, 940, 1216, 961]
column-5 bbox=[1052, 141, 1299, 2196]
ad-heading: Kůň bbox=[1155, 1841, 1195, 1862]
ad-body: přijme místo slečna v prostř. letech, výtečná kuchařka, vysvědčení po ruce, jen k lepší paní. Nehledí na plat, jako na vlídnost. Po případě na venek. Ditky jsou vítány. Ctěné nab. vyprosují si pod zn. „Marta povaha 28“ do adm. t. listu. 2180-1 bbox=[813, 466, 1044, 558]
classified-ad bbox=[1305, 146, 1536, 220]
classified-ad bbox=[1305, 617, 1536, 795]
ad-body: přijme se do většího hostince na Vinohradech k pořádání řadových tanců. Nab. pod zn. „B Z 89“ do adm. t. l. 2316—1 bbox=[321, 1330, 552, 1382]
ad-heading: Švadleny bbox=[636, 1264, 730, 1285]
classified-ad bbox=[1060, 570, 1290, 657]
ad-heading: Pradlen krásné, nové, moderní matované bbox=[1308, 398, 1533, 440]
ad-heading: 2 dvoudveř. šatníky bbox=[1320, 445, 1521, 466]
classified-ad bbox=[1060, 1920, 1290, 1994]
column-3 bbox=[560, 141, 806, 2196]
classified-ad bbox=[814, 445, 1044, 558]
ad-body: franc. zn. málo ojeté se levně prodá v trafice v Puchmajerově ul. č. 1809-II. 7343—1 bbox=[1059, 1067, 1290, 1106]
ad-body: rukavic se přijme. Petrské náměstí č. 8. 2270—1 bbox=[321, 895, 552, 922]
ad-body: dobře zavedený se prodá. K dopt. u p. Hájka roh Valentinské ul. „v mandlovně“. 2345—1 bbox=[1305, 1915, 1536, 1954]
ad-heading: Moderní, elegantní, matovaný, úplně nový bbox=[816, 1533, 1042, 1575]
ad-heading: Malířské bbox=[147, 1922, 234, 1942]
ad-heading: Koupím bbox=[890, 1832, 967, 1853]
ad-heading: Instalatéři bbox=[383, 371, 490, 392]
classified-ad bbox=[76, 1213, 306, 1300]
